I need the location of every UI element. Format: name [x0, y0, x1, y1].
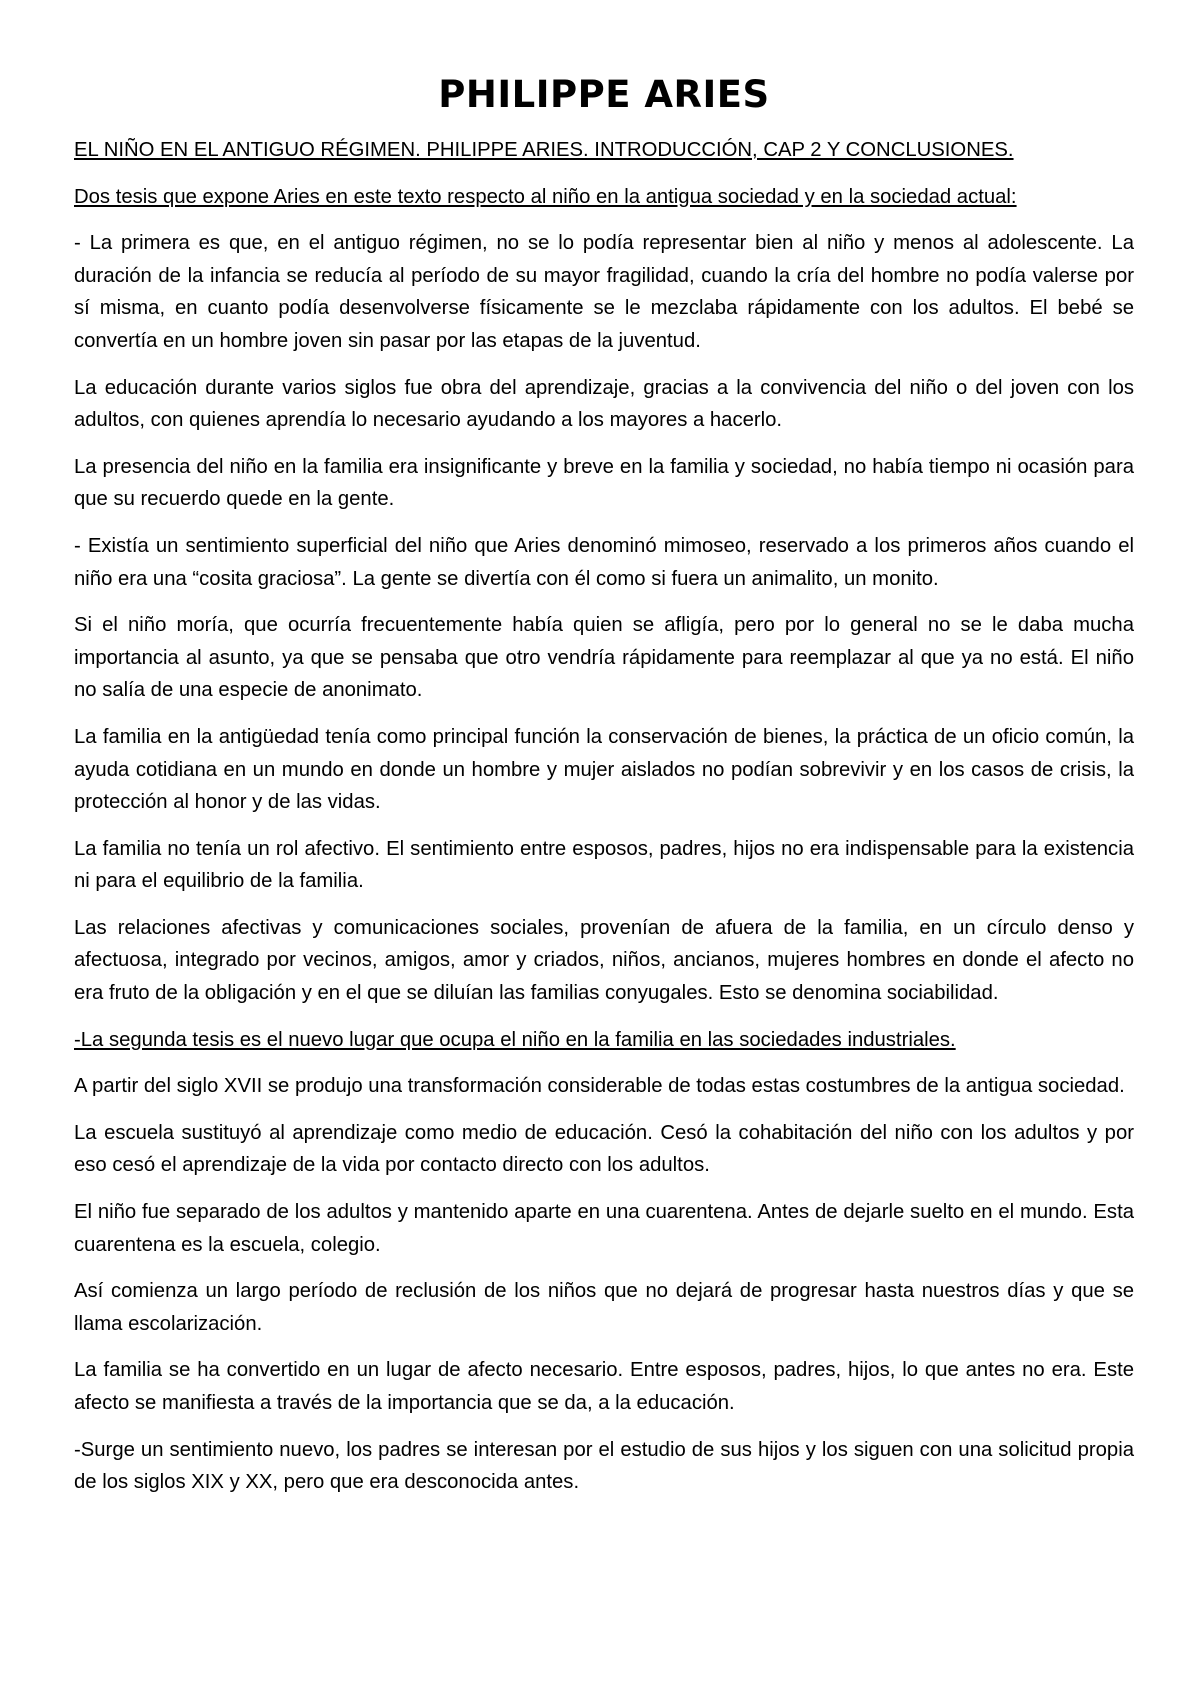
second-thesis-heading: -La segunda tesis es el nuevo lugar que ocupa el niño en la familia en las sociedades industriales.	[74, 1028, 956, 1051]
document-subheading: Dos tesis que expone Aries en este texto respecto al niño en la antigua sociedad y en la sociedad actual:	[74, 185, 1017, 208]
document-heading: EL NIÑO EN EL ANTIGUO RÉGIMEN. PHILIPPE ARIES. INTRODUCCIÓN, CAP 2 Y CONCLUSIONES.	[74, 139, 1014, 161]
document-title: PHILIPPE ARIES	[438, 73, 770, 116]
paragraph: La familia se ha convertido en un lugar de afecto necesario. Entre esposos, padres, hijos, lo que antes no era. Este afecto se manifiesta a través de la importancia que se da, a la educación.	[74, 1359, 1134, 1414]
paragraph: - La primera es que, en el antiguo régimen, no se lo podía representar bien al niño y menos al adolescente. La duración de la infancia se reducía al período de su mayor fragilidad, cuando la cría del hombre no podía valerse por sí misma, en cuanto podía desenvolverse físicamente se le mezclaba rápidamente con los adultos. El bebé se convertía en un hombre joven sin pasar por las etapas de la juventud.	[74, 232, 1134, 352]
paragraph: La familia no tenía un rol afectivo. El sentimiento entre esposos, padres, hijos no era indispensable para la existencia ni para el equilibrio de la familia.	[74, 837, 1134, 893]
paragraph: La escuela sustituyó al aprendizaje como medio de educación. Cesó la cohabitación del niño con los adultos y por eso cesó el aprendizaje de la vida por contacto directo con los adultos.	[74, 1121, 1134, 1177]
paragraph: - Existía un sentimiento superficial del niño que Aries denominó mimoseo, reservado a los primeros años cuando el niño era una “cosita graciosa”. La gente se divertía con él como si fuera un animalito, un monito.	[74, 534, 1134, 590]
paragraph: La educación durante varios siglos fue obra del aprendizaje, gracias a la convivencia del niño o del joven con los adultos, con quienes aprendía lo necesario ayudando a los mayores a hacerlo.	[74, 376, 1134, 432]
paragraph: La presencia del niño en la familia era insignificante y breve en la familia y sociedad, no había tiempo ni ocasión para que su recuerdo quede en la gente.	[74, 455, 1134, 511]
document-page	[74, 70, 1134, 1513]
paragraph: Si el niño moría, que ocurría frecuentemente había quien se afligía, pero por lo general no se le daba mucha importancia al asunto, ya que se pensaba que otro vendría rápidamente para reemplazar al que ya no está. El niño no salía de una especie de anonimato.	[74, 614, 1134, 702]
paragraph: Las relaciones afectivas y comunicaciones sociales, provenían de afuera de la familia, en un círculo denso y afectuosa, integrado por vecinos, amigos, amor y criados, niños, ancianos, mujeres hombres en donde el afecto no era fruto de la obligación y en el que se diluían las familias conyugales. Esto se denomina sociabilidad.	[74, 916, 1134, 1005]
paragraph: A partir del siglo XVII se produjo una transformación considerable de todas estas costumbres de la antigua sociedad.	[74, 1075, 1125, 1098]
paragraph: El niño fue separado de los adultos y mantenido aparte en una cuarentena. Antes de dejarle suelto en el mundo. Esta cuarentena es la escuela, colegio.	[74, 1201, 1134, 1256]
paragraph: Así comienza un largo período de reclusión de los niños que no dejará de progresar hasta nuestros días y que se llama escolarización.	[74, 1280, 1134, 1335]
paragraph: La familia en la antigüedad tenía como principal función la conservación de bienes, la práctica de un oficio común, la ayuda cotidiana en un mundo en donde un hombre y mujer aislados no podían sobrevivir y en los casos de crisis, la protección al honor y de las vidas.	[74, 725, 1134, 814]
paragraph: -Surge un sentimiento nuevo, los padres se interesan por el estudio de sus hijos y los siguen con una solicitud propia de los siglos XIX y XX, pero que era desconocida antes.	[74, 1438, 1134, 1494]
